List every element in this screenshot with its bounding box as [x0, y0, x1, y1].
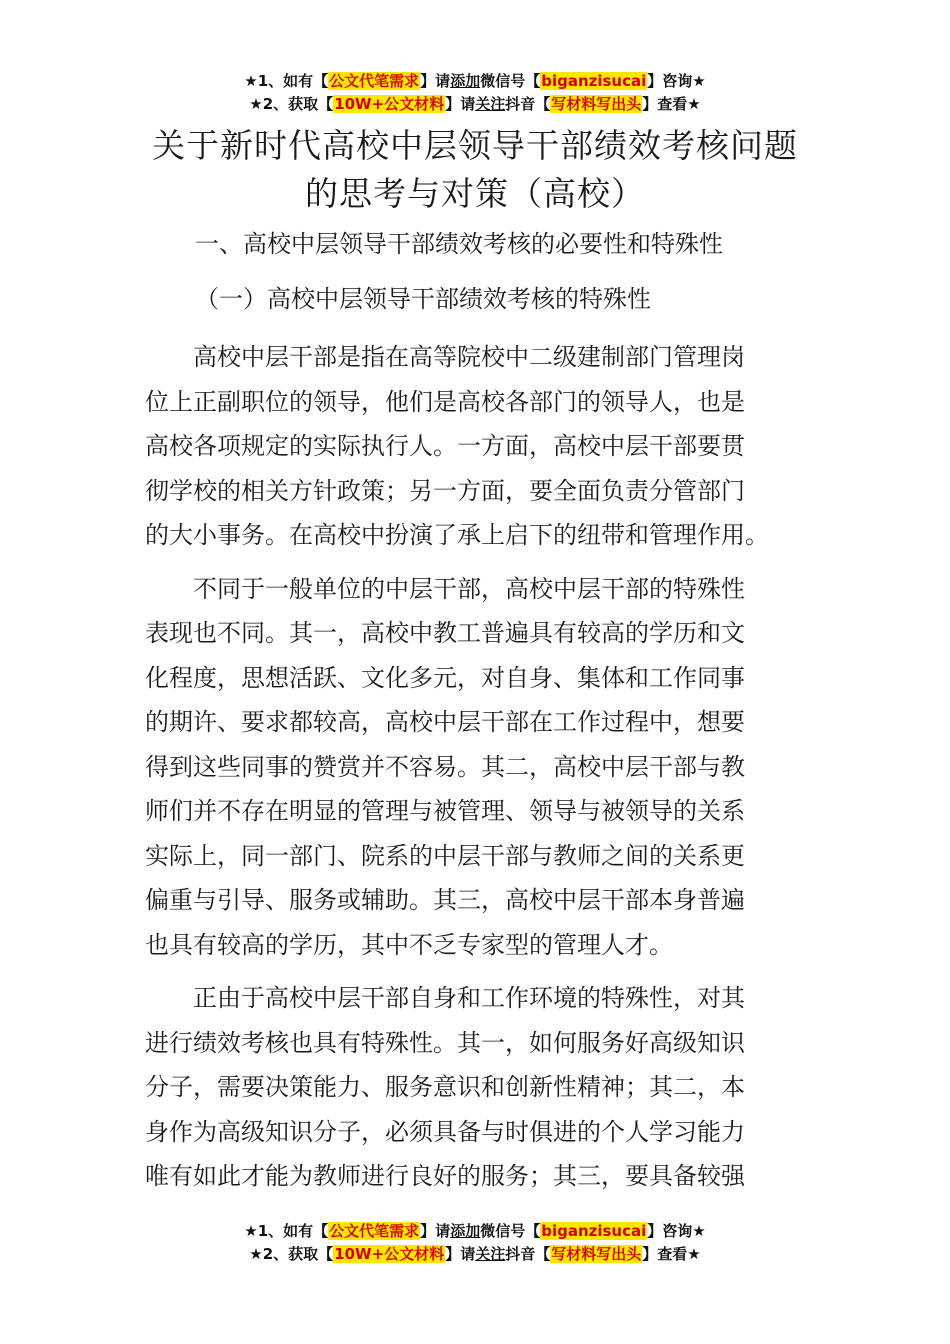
text-line: 不同于一般单位的中层干部，高校中层干部的特殊性: [145, 574, 745, 603]
promo-highlight: biganzisucai: [541, 72, 647, 90]
document-body: [145, 335, 810, 1199]
text-line: 位上正副职位的领导，他们是高校各部门的领导人，也是: [145, 387, 745, 416]
paragraph-1: [145, 335, 810, 558]
promo-underlined-text: 添加: [450, 1222, 481, 1240]
promo-line-2: [0, 1243, 950, 1266]
text-line: 实际上，同一部门、院系的中层干部与教师之间的关系更: [145, 841, 745, 870]
paragraph-2: [145, 567, 810, 968]
text-line: 高校各项规定的实际执行人。一方面，高校中层干部要贯: [145, 432, 745, 460]
promo-text: 微信号【: [480, 1222, 541, 1240]
promo-line-2: [0, 93, 950, 116]
text-line: 得到这些同事的赞赏并不容易。其二，高校中层干部与教: [145, 752, 745, 781]
promo-highlight: 公文代笔需求: [329, 72, 420, 90]
promo-text: 】请: [445, 1245, 476, 1263]
text-line: 分子，需要决策能力、服务意识和创新性精神；其二，本: [145, 1073, 745, 1101]
promo-highlight: biganzisucai: [541, 1222, 647, 1240]
text-line: 进行绩效考核也具有特殊性。其一，如何服务好高级知识: [145, 1028, 745, 1057]
text-line: 偏重与引导、服务或辅助。其三，高校中层干部本身普遍: [145, 886, 745, 914]
top-promo-banner: [0, 70, 950, 116]
promo-text: 】请: [420, 72, 451, 90]
bottom-promo-banner: [0, 1220, 950, 1266]
promo-underlined-text: 添加: [450, 72, 481, 90]
promo-text: ★1、如有【: [244, 1222, 329, 1240]
text-line: 的期许、要求都较高，高校中层干部在工作过程中，想要: [145, 708, 745, 736]
promo-text: 】咨询★: [647, 1222, 706, 1240]
section-heading: 一、高校中层领导干部绩效考核的必要性和特殊性: [195, 230, 723, 258]
promo-text: 】查看★: [642, 1245, 701, 1263]
text-line: 化程度，思想活跃、文化多元，对自身、集体和工作同事: [145, 663, 745, 692]
promo-underlined-text: 关注: [475, 1245, 506, 1263]
promo-underlined-text: 关注: [475, 95, 506, 113]
promo-text: 抖音【: [505, 95, 551, 113]
text-line: 的大小事务。在高校中扮演了承上启下的纽带和管理作用。: [145, 521, 769, 549]
promo-highlight: 写材料写出头: [551, 1245, 642, 1263]
promo-highlight: 公文代笔需求: [329, 1222, 420, 1240]
text-line: 身作为高级知识分子，必须具备与时俱进的个人学习能力: [145, 1117, 745, 1146]
promo-text: ★2、获取【: [249, 95, 334, 113]
promo-line-1: [0, 1220, 950, 1243]
text-line: 师们并不存在明显的管理与被管理、领导与被领导的关系: [145, 797, 745, 825]
paragraph-3: [145, 976, 810, 1199]
subsection-heading: （一）高校中层领导干部绩效考核的特殊性: [195, 285, 651, 313]
promo-highlight: 10W+公文材料: [334, 1245, 445, 1263]
promo-highlight: 10W+公文材料: [334, 95, 445, 113]
text-line: 唯有如此才能为教师进行良好的服务；其三，要具备较强: [145, 1162, 745, 1190]
promo-highlight: 写材料写出头: [551, 95, 642, 113]
title-line-2: 的思考与对策（高校）: [305, 174, 645, 213]
promo-text: ★1、如有【: [244, 72, 329, 90]
promo-text: ★2、获取【: [249, 1245, 334, 1263]
text-line: 彻学校的相关方针政策；另一方面，要全面负责分管部门: [145, 476, 745, 505]
promo-text: 】咨询★: [647, 72, 706, 90]
text-line: 表现也不同。其一，高校中教工普遍具有较高的学历和文: [145, 619, 745, 647]
title-line-1: 关于新时代高校中层领导干部绩效考核问题: [152, 126, 798, 165]
promo-text: 】请: [420, 1222, 451, 1240]
promo-line-1: [0, 70, 950, 93]
text-line: 正由于高校中层干部自身和工作环境的特殊性，对其: [145, 984, 745, 1012]
promo-text: 微信号【: [480, 72, 541, 90]
text-line: 也具有较高的学历，其中不乏专家型的管理人才。: [145, 930, 673, 959]
promo-text: 】请: [445, 95, 476, 113]
document-title: [0, 122, 950, 218]
promo-text: 】查看★: [642, 95, 701, 113]
promo-text: 抖音【: [505, 1245, 551, 1263]
text-line: 高校中层干部是指在高等院校中二级建制部门管理岗: [145, 343, 745, 371]
